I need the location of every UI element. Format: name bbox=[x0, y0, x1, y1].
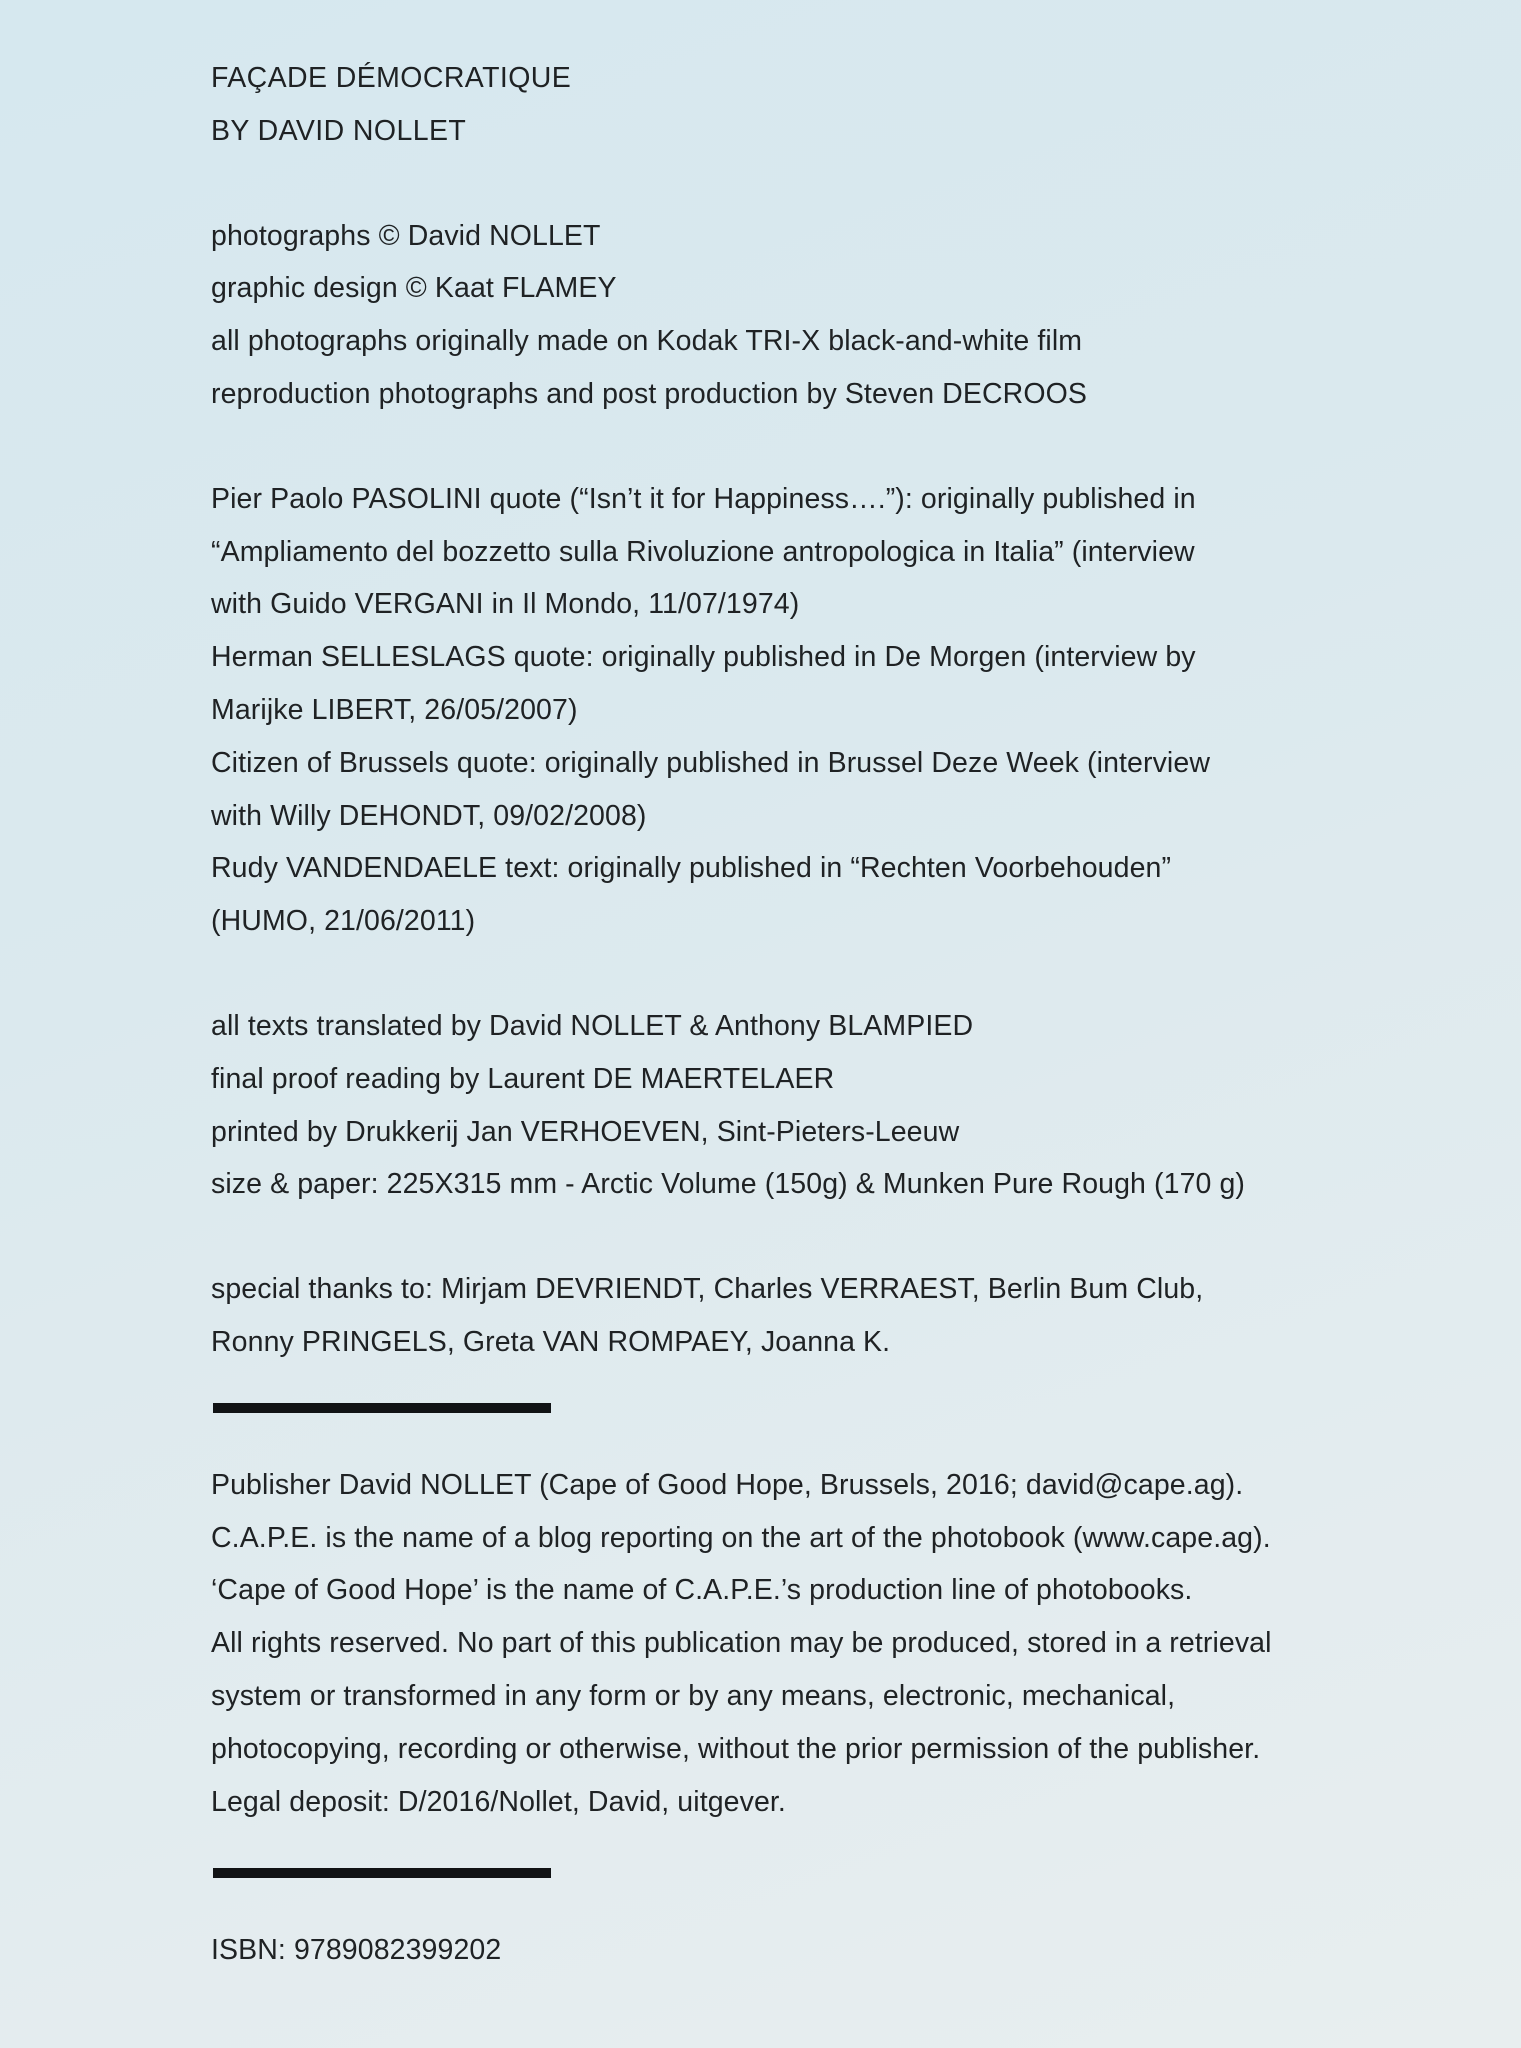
credit-line: reproduction photographs and post production by Steven DECROOS bbox=[211, 377, 1087, 410]
production-block bbox=[211, 1000, 1441, 1211]
publisher-line: Publisher David NOLLET (Cape of Good Hope, Brussels, 2016; david@cape.ag). bbox=[211, 1468, 1244, 1501]
isbn-number: ISBN: 9789082399202 bbox=[211, 1934, 502, 1967]
quote-source-line: Marijke LIBERT, 26/05/2007) bbox=[211, 693, 578, 726]
book-title: FAÇADE DÉMOCRATIQUE bbox=[211, 62, 572, 94]
quote-source-line: Pier Paolo PASOLINI quote (“Isn’t it for Happiness….”): originally published in bbox=[211, 482, 1196, 515]
section-divider bbox=[213, 1403, 551, 1413]
quote-source-line: “Ampliamento del bozzetto sulla Rivoluzione antropologica in Italia” (interview bbox=[211, 535, 1195, 568]
publisher-line: Legal deposit: D/2016/Nollet, David, uitgever. bbox=[211, 1785, 786, 1818]
credit-line: graphic design © Kaat FLAMEY bbox=[211, 272, 617, 305]
production-line: size & paper: 225X315 mm - Arctic Volume (150g) & Munken Pure Rough (170 g) bbox=[211, 1168, 1246, 1201]
credit-line: all photographs originally made on Kodak TRI-X black-and-white film bbox=[211, 325, 1083, 358]
title-block bbox=[211, 52, 1441, 158]
quote-source-line: Herman SELLESLAGS quote: originally published in De Morgen (interview by bbox=[211, 641, 1196, 674]
production-line: printed by Drukkerij Jan VERHOEVEN, Sint-Pieters-Leeuw bbox=[211, 1115, 960, 1148]
quote-source-line: with Willy DEHONDT, 09/02/2008) bbox=[211, 799, 647, 832]
colophon-page bbox=[211, 52, 1441, 1977]
credits-block bbox=[211, 210, 1441, 421]
thanks-block bbox=[211, 1263, 1441, 1369]
quote-source-line: Citizen of Brussels quote: originally published in Brussel Deze Week (interview bbox=[211, 746, 1210, 779]
publisher-line: photocopying, recording or otherwise, without the prior permission of the publisher. bbox=[211, 1732, 1261, 1765]
isbn-block bbox=[211, 1924, 1441, 1977]
credit-line: photographs © David NOLLET bbox=[211, 219, 601, 252]
section-divider bbox=[213, 1868, 551, 1878]
publisher-line: system or transformed in any form or by any means, electronic, mechanical, bbox=[211, 1679, 1176, 1712]
quote-source-line: with Guido VERGANI in Il Mondo, 11/07/1974) bbox=[211, 588, 800, 621]
book-author: BY DAVID NOLLET bbox=[211, 114, 467, 147]
quote-source-line: Rudy VANDENDAELE text: originally published in “Rechten Voorbehouden” bbox=[211, 852, 1172, 885]
production-line: all texts translated by David NOLLET & Anthony BLAMPIED bbox=[211, 1009, 974, 1042]
publisher-line: All rights reserved. No part of this publication may be produced, stored in a retrieval bbox=[211, 1627, 1272, 1660]
thanks-line: special thanks to: Mirjam DEVRIENDT, Charles VERRAEST, Berlin Bum Club, bbox=[211, 1273, 1204, 1306]
publisher-line: ‘Cape of Good Hope’ is the name of C.A.P.E.’s production line of photobooks. bbox=[211, 1574, 1193, 1607]
thanks-line: Ronny PRINGELS, Greta VAN ROMPAEY, Joanna K. bbox=[211, 1325, 891, 1358]
quotes-block bbox=[211, 473, 1441, 948]
publisher-line: C.A.P.E. is the name of a blog reporting on the art of the photobook (www.cape.ag). bbox=[211, 1521, 1271, 1554]
publisher-block bbox=[211, 1459, 1441, 1829]
production-line: final proof reading by Laurent DE MAERTELAER bbox=[211, 1062, 835, 1095]
quote-source-line: (HUMO, 21/06/2011) bbox=[211, 905, 476, 938]
